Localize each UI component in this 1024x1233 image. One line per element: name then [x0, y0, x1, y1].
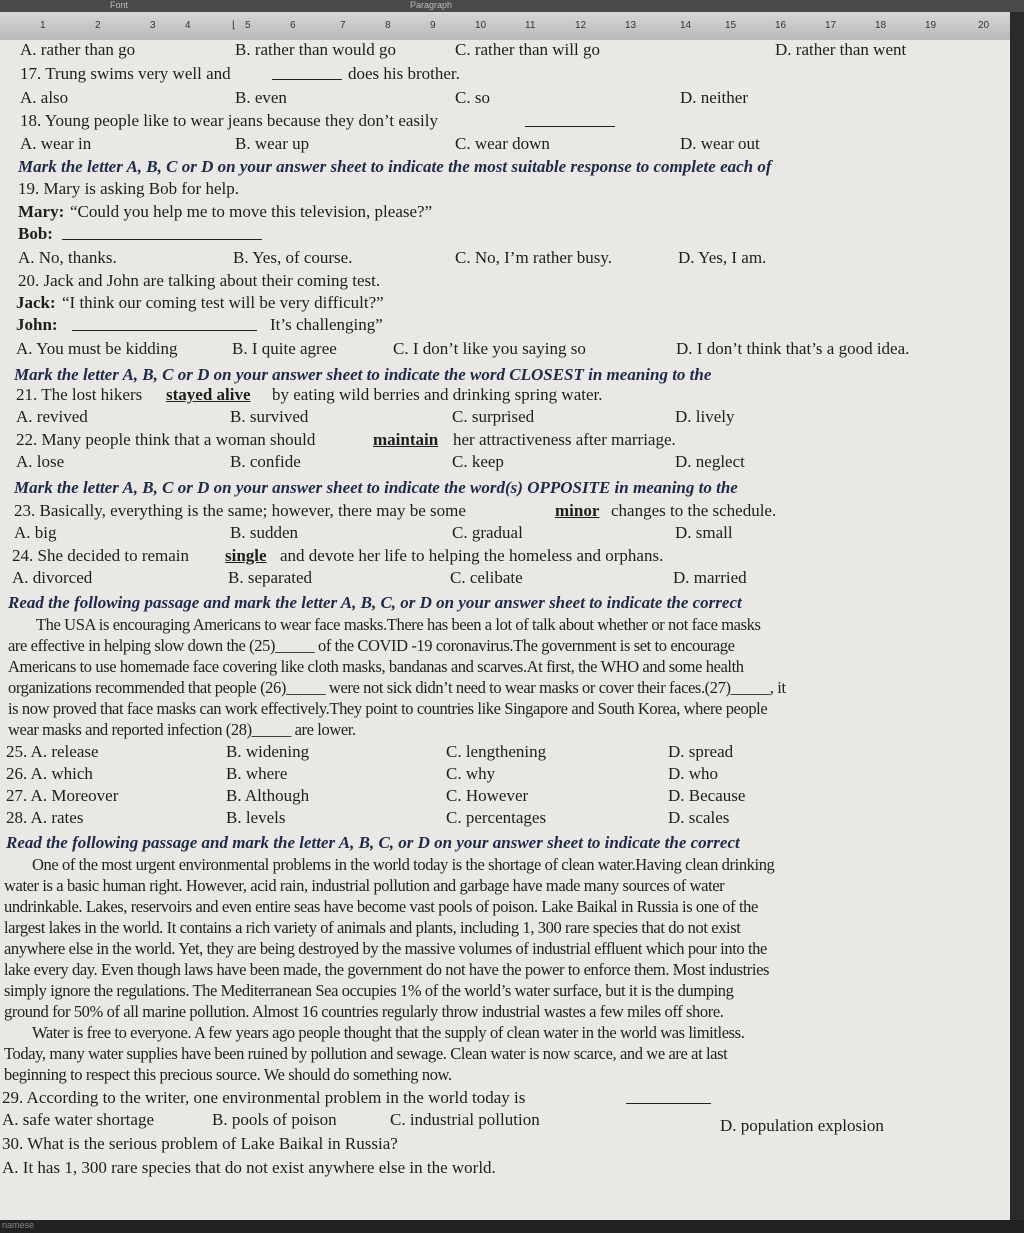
passage-line: lake every day. Even though laws have been made, the government do not have the power to enforce them. Most industries — [4, 960, 770, 979]
passage-line: undrinkable. Lakes, reservoirs and even entire seas have become vast pools of poison. Lake Baikal in Russia is one of the — [4, 897, 758, 916]
answer-blank — [62, 238, 262, 240]
passage-line: are effective in helping slow down the (25)_____ of the COVID -19 coronavirus.The government is set to encourage — [8, 636, 735, 655]
document-page[interactable] — [0, 40, 1010, 1220]
ruler-tick: 18 — [875, 20, 887, 31]
ruler-tick: 16 — [775, 20, 787, 31]
ruler-tick: 6 — [290, 20, 296, 31]
ruler-tick: 12 — [575, 20, 587, 31]
ruler-tick: 5 — [245, 20, 251, 31]
option-d: D. Because — [668, 786, 746, 805]
ruler-tick: 4 — [185, 20, 191, 31]
answer-row-21 — [0, 407, 1010, 429]
directions-text: Read the following passage and mark the letter A, B, C, or D on your answer sheet to indicate the correct — [6, 833, 740, 852]
answer-blank — [72, 329, 257, 331]
option-d: D. I don’t think that’s a good idea. — [676, 339, 910, 358]
answer-row-24 — [0, 568, 1010, 590]
ruler-tick: 19 — [925, 20, 937, 31]
question-stem: does his brother. — [348, 64, 460, 83]
option-b: B. levels — [226, 808, 286, 827]
question-29 — [0, 1088, 1010, 1110]
question-stem: and devote her life to helping the homeless and orphans. — [280, 546, 664, 565]
directions-text: Mark the letter A, B, C or D on your answer sheet to indicate the word CLOSEST in meaning to the — [14, 365, 712, 384]
ruler-tick: 11 — [525, 20, 536, 31]
option-b: B. sudden — [230, 523, 298, 542]
answer-blank — [272, 78, 342, 80]
option-d: D. rather than went — [775, 40, 907, 59]
option-d: D. spread — [668, 742, 734, 761]
directions-opposite — [0, 478, 1010, 500]
directions-text: Read the following passage and mark the letter A, B, C, or D on your answer sheet to indicate the correct — [8, 593, 742, 612]
option-c: C. percentages — [446, 808, 547, 827]
dialogue-jack — [0, 293, 1010, 315]
ruler-tick: 3 — [150, 20, 156, 31]
question-20 — [0, 271, 1010, 293]
speaker-label: Jack: — [16, 293, 56, 312]
passage-line: is now proved that face masks can work effectively.They point to countries like Singapore and South Korea, where people — [8, 699, 768, 718]
option-a: A. divorced — [12, 568, 93, 587]
passage-line: wear masks and reported infection (28)_____ are lower. — [8, 720, 356, 739]
question-stem: 24. She decided to remain — [12, 546, 190, 565]
option-a: A. revived — [16, 407, 88, 426]
option-b: B. Although — [226, 786, 310, 805]
option-c: C. I don’t like you saying so — [393, 339, 586, 358]
passage-line: anywhere else in the world. Yet, they are being destroyed by the massive volumes of industrial effluent which pour into the — [4, 939, 767, 958]
option-a: A. No, thanks. — [18, 248, 117, 267]
answer-row-23 — [0, 523, 1010, 545]
ruler-tick: 2 — [95, 20, 101, 31]
option-c: C. celibate — [450, 568, 523, 587]
option-c: C. No, I’m rather busy. — [455, 248, 613, 267]
answer-row-28 — [0, 808, 1010, 830]
question-23 — [0, 501, 1010, 523]
option-a: 26. A. which — [6, 764, 93, 783]
directions-response — [0, 157, 1010, 179]
option-b: B. pools of poison — [212, 1110, 337, 1129]
passage-line: simply ignore the regulations. The Mediterranean Sea occupies 1% of the world’s water surface, but it is the dumping — [4, 981, 734, 1000]
option-c: C. surprised — [452, 407, 535, 426]
answer-row-16 — [0, 40, 1010, 62]
answer-row-26 — [0, 764, 1010, 786]
option-c: C. lengthening — [446, 742, 547, 761]
ruler-tick: 1 — [40, 20, 46, 31]
answer-row-22 — [0, 452, 1010, 474]
option-d: D. lively — [675, 407, 735, 426]
dialogue-bob — [0, 224, 1010, 246]
underlined-word: stayed alive — [166, 385, 251, 404]
dialogue-line: It’s challenging” — [270, 315, 383, 334]
option-a: A. rather than go — [20, 40, 136, 59]
option-a: A. wear in — [20, 134, 92, 153]
option-c: C. wear down — [455, 134, 550, 153]
directions-text: Mark the letter A, B, C or D on your answer sheet to indicate the word(s) OPPOSITE in meaning to the — [14, 478, 738, 497]
status-bar — [0, 1220, 1024, 1233]
option-d: D. population explosion — [720, 1116, 884, 1135]
ruler-tick: 7 — [340, 20, 346, 31]
option-c: C. why — [446, 764, 496, 783]
question-stem: 17. Trung swims very well and — [20, 64, 231, 83]
passage-line: beginning to respect this precious source. We should do something now. — [4, 1065, 452, 1084]
option-b: B. where — [226, 764, 288, 783]
passage-line: Today, many water supplies have been ruined by pollution and sewage. Clean water is now scarce, and we are at last — [4, 1044, 728, 1063]
passage-line: ground for 50% of all marine pollution. Almost 16 countries regularly throw industrial wastes a few miles off shore. — [4, 1002, 724, 1021]
answer-row-27 — [0, 786, 1010, 808]
indent-marker-icon[interactable]: ⌊ — [232, 20, 236, 31]
speaker-label: John: — [16, 315, 58, 334]
underlined-word: maintain — [373, 430, 439, 449]
question-24 — [0, 546, 1010, 568]
ruler-tick: 8 — [385, 20, 391, 31]
language-status[interactable]: namese — [2, 1220, 35, 1230]
dialogue-line: “I think our coming test will be very difficult?” — [62, 293, 384, 312]
option-b: B. survived — [230, 407, 309, 426]
question-stem: 22. Many people think that a woman should — [16, 430, 316, 449]
passage-line: The USA is encouraging Americans to wear face masks.There has been a lot of talk about whether or not face masks — [36, 615, 761, 634]
option-b: B. confide — [230, 452, 301, 471]
option-a: A. It has 1, 300 rare species that do not exist anywhere else in the world. — [2, 1158, 496, 1177]
passage-line: water is a basic human right. However, acid rain, industrial pollution and garbage have made many sources of water — [4, 876, 725, 895]
dialogue-line: “Could you help me to move this television, please?” — [70, 202, 433, 221]
dialogue-john — [0, 315, 1010, 337]
option-c: C. gradual — [452, 523, 523, 542]
ruler-tick: 13 — [625, 20, 637, 31]
option-a: 27. A. Moreover — [6, 786, 119, 805]
option-d: D. scales — [668, 808, 730, 827]
dialogue-mary — [0, 202, 1010, 224]
question-18 — [0, 111, 1010, 133]
option-c: C. keep — [452, 452, 504, 471]
ruler-tick: 20 — [978, 20, 990, 31]
question-30 — [0, 1134, 1010, 1156]
option-a: 25. A. release — [6, 742, 99, 761]
ruler-tick: 15 — [725, 20, 737, 31]
question-21 — [0, 385, 1010, 407]
passage-line: One of the most urgent environmental problems in the world today is the shortage of clean water.Having clean drinking — [32, 855, 775, 874]
answer-row-25 — [0, 742, 1010, 764]
option-b: B. I quite agree — [232, 339, 337, 358]
option-d: D. Yes, I am. — [678, 248, 767, 267]
answer-row-29 — [0, 1110, 1010, 1135]
option-b: B. separated — [228, 568, 313, 587]
window-edge — [1010, 12, 1024, 1233]
speaker-label: Mary: — [18, 202, 65, 221]
passage-line: organizations recommended that people (26)_____ were not sick didn’t need to wear masks or cover their faces.(27)_____, it — [8, 678, 786, 697]
paragraph-group-label: Paragraph — [410, 0, 453, 10]
answer-blank — [626, 1102, 711, 1104]
question-stem: her attractiveness after marriage. — [453, 430, 676, 449]
passage-line: Water is free to everyone. A few years ago people thought that the supply of clean water in the world was limitless. — [32, 1023, 745, 1042]
question-stem: 20. Jack and John are talking about their coming test. — [18, 271, 381, 290]
answer-row-17 — [0, 88, 1010, 110]
option-c: C. However — [446, 786, 529, 805]
option-a: A. also — [20, 88, 69, 107]
option-d: D. married — [673, 568, 747, 587]
question-stem: 29. According to the writer, one environmental problem in the world today is — [2, 1088, 526, 1107]
answer-row-19 — [0, 248, 1010, 270]
option-b: B. even — [235, 88, 287, 107]
option-a: A. lose — [16, 452, 65, 471]
font-group-label: Font — [110, 0, 129, 10]
underlined-word: single — [225, 546, 267, 565]
option-d: D. wear out — [680, 134, 760, 153]
option-b: B. Yes, of course. — [233, 248, 353, 267]
option-c: C. so — [455, 88, 490, 107]
answer-row-30 — [0, 1158, 1010, 1180]
option-b: B. rather than would go — [235, 40, 396, 59]
option-d: D. neglect — [675, 452, 745, 471]
option-a: A. safe water shortage — [2, 1110, 154, 1129]
option-a: A. You must be kidding — [16, 339, 178, 358]
passage-line: largest lakes in the world. It contains a rich variety of animals and plants, including 1, 300 rare species that do not exist — [4, 918, 741, 937]
ruler-tick: 9 — [430, 20, 436, 31]
horizontal-ruler[interactable] — [0, 12, 1010, 41]
question-stem: 23. Basically, everything is the same; however, there may be some — [14, 501, 466, 520]
underlined-word: minor — [555, 501, 600, 520]
option-a: A. big — [14, 523, 57, 542]
question-stem: 30. What is the serious problem of Lake Baikal in Russia? — [2, 1134, 398, 1153]
option-d: D. neither — [680, 88, 748, 107]
question-22 — [0, 430, 1010, 452]
ribbon-group-labels — [0, 0, 1024, 12]
directions-passage-1 — [0, 593, 1010, 615]
option-b: B. widening — [226, 742, 310, 761]
option-b: B. wear up — [235, 134, 310, 153]
question-17 — [0, 64, 1010, 86]
option-d: D. who — [668, 764, 719, 783]
option-d: D. small — [675, 523, 733, 542]
speaker-label: Bob: — [18, 224, 53, 243]
option-c: C. rather than will go — [455, 40, 600, 59]
option-a: 28. A. rates — [6, 808, 84, 827]
ruler-tick: 17 — [825, 20, 837, 31]
option-c: C. industrial pollution — [390, 1110, 540, 1129]
answer-row-20 — [0, 339, 1010, 361]
ruler-tick: 14 — [680, 20, 692, 31]
directions-text: Mark the letter A, B, C or D on your answer sheet to indicate the most suitable response to complete each of — [18, 157, 772, 176]
ruler-tick: 10 — [475, 20, 487, 31]
question-stem: 18. Young people like to wear jeans because they don’t easily — [20, 111, 438, 130]
answer-row-18 — [0, 134, 1010, 156]
answer-blank — [525, 125, 615, 127]
question-stem: by eating wild berries and drinking spring water. — [272, 385, 603, 404]
question-stem: 19. Mary is asking Bob for help. — [18, 179, 239, 198]
question-stem: changes to the schedule. — [611, 501, 777, 520]
passage-line: Americans to use homemade face covering like cloth masks, bandanas and scarves.At first, the WHO and some health — [8, 657, 744, 676]
directions-passage-2 — [0, 833, 1010, 855]
question-stem: 21. The lost hikers — [16, 385, 143, 404]
directions-closest — [0, 365, 1010, 387]
question-19 — [0, 179, 1010, 201]
